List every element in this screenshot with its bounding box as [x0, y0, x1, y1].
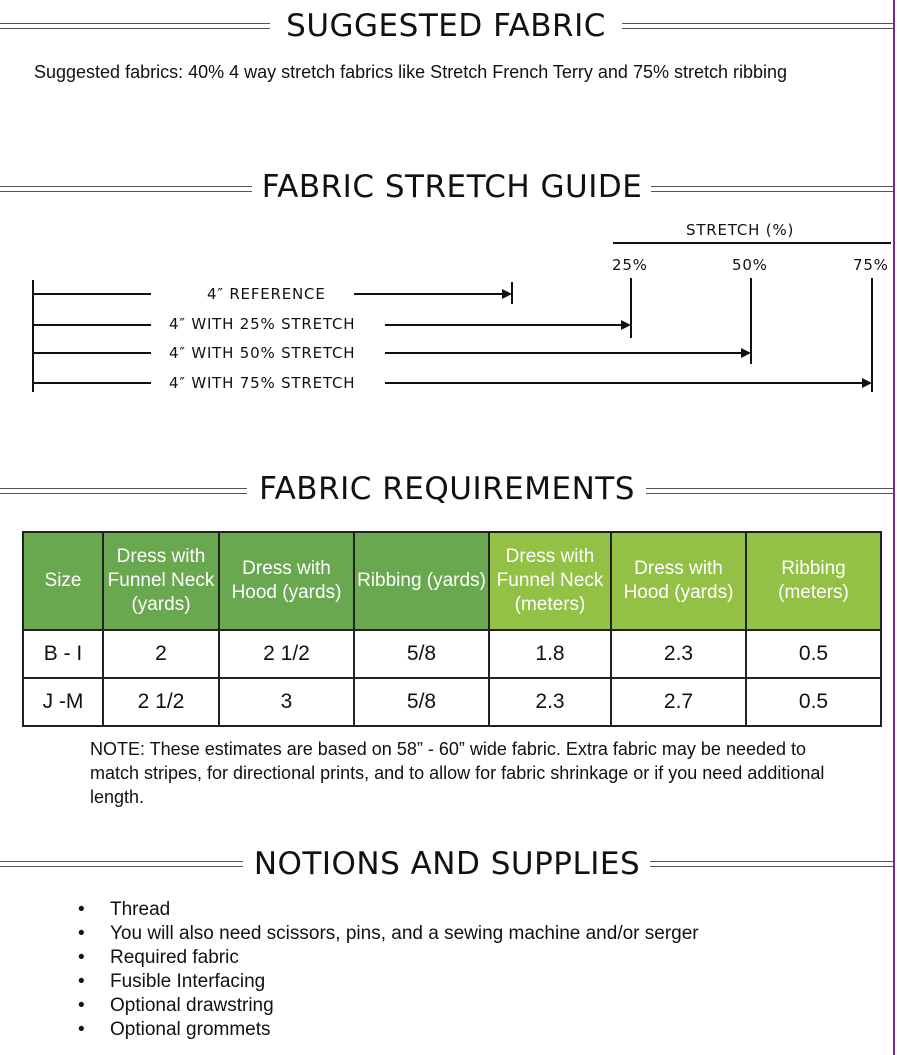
- table-cell: 2.3: [489, 678, 611, 726]
- header-rule-right: [622, 23, 893, 29]
- reference-label: 4″ REFERENCE: [207, 285, 326, 303]
- reference-line-right: [354, 293, 504, 295]
- header-rule-right: [646, 488, 893, 494]
- header-funnel-neck-meters: Dress with Funnel Neck (meters): [489, 532, 611, 630]
- guide-start-line: [32, 280, 34, 392]
- stretch50-tick: [750, 278, 752, 364]
- header-rule-right: [650, 861, 893, 867]
- stretch-heading-rule: [613, 242, 891, 244]
- section-title: NOTIONS AND SUPPLIES: [253, 846, 641, 882]
- stretch50-label: 4″ WITH 50% STRETCH: [169, 344, 356, 362]
- stretch75-tick: [871, 278, 873, 392]
- section-header-suggested-fabric: [0, 6, 897, 46]
- fabric-requirements-table: [22, 531, 882, 727]
- header-rule-left: [0, 23, 270, 29]
- stretch75-line-right: [385, 382, 864, 384]
- list-item: • Thread: [78, 898, 699, 922]
- suggested-fabric-text: Suggested fabrics: 40% 4 way stretch fabrics like Stretch French Terry and 75% stretch ribbing: [34, 62, 788, 82]
- table-row: [23, 630, 881, 678]
- header-hood-yards: Dress with Hood (yards): [219, 532, 354, 630]
- header-rule-right: [651, 186, 893, 192]
- list-item: • Fusible Interfacing: [78, 970, 699, 994]
- header-rule-left: [0, 861, 243, 867]
- table-cell: 3: [219, 678, 354, 726]
- header-size: Size: [23, 532, 103, 630]
- percent-label-75: 75%: [853, 256, 889, 274]
- stretch50-line-right: [385, 352, 743, 354]
- section-header-fabric-requirements: [0, 469, 897, 509]
- table-cell: 2.3: [611, 630, 746, 678]
- list-item: • You will also need scissors, pins, and a sewing machine and/or serger: [78, 922, 699, 946]
- table-cell: 5/8: [354, 630, 489, 678]
- section-title: SUGGESTED FABRIC: [286, 8, 606, 44]
- header-ribbing-yards: Ribbing (yards): [354, 532, 489, 630]
- stretch25-line-right: [385, 324, 623, 326]
- list-item: • Optional drawstring: [78, 994, 699, 1018]
- list-item: • Optional grommets: [78, 1018, 699, 1042]
- page-edge-rule: [893, 0, 895, 1055]
- table-cell: 0.5: [746, 630, 881, 678]
- header-hood-meters: Dress with Hood (yards): [611, 532, 746, 630]
- stretch25-label: 4″ WITH 25% STRETCH: [169, 315, 356, 333]
- header-funnel-neck-yards: Dress with Funnel Neck (yards): [103, 532, 219, 630]
- header-rule-left: [0, 186, 252, 192]
- section-title: FABRIC STRETCH GUIDE: [261, 169, 643, 205]
- stretch75-line-left: [33, 382, 151, 384]
- list-item: • Required fabric: [78, 946, 699, 970]
- stretch-heading: STRETCH (%): [686, 221, 795, 239]
- percent-label-50: 50%: [732, 256, 768, 274]
- stretch75-label: 4″ WITH 75% STRETCH: [169, 374, 356, 392]
- stretch25-line-left: [33, 324, 151, 326]
- table-header-row: [23, 532, 881, 630]
- table-row: [23, 678, 881, 726]
- header-rule-left: [0, 488, 247, 494]
- header-ribbing-meters: Ribbing (meters): [746, 532, 881, 630]
- table-cell: 5/8: [354, 678, 489, 726]
- table-cell: 0.5: [746, 678, 881, 726]
- stretch25-tick: [630, 278, 632, 338]
- table-cell: J -M: [23, 678, 103, 726]
- reference-line-left: [33, 293, 151, 295]
- table-cell: 2: [103, 630, 219, 678]
- requirements-note: NOTE: These estimates are based on 58” - 60” wide fabric. Extra fabric may be needed to match stripes, for directional prints, and to allow for fabric shrinkage or if you need additional length.: [90, 739, 825, 807]
- table-cell: B - I: [23, 630, 103, 678]
- stretch50-line-left: [33, 352, 151, 354]
- table-cell: 2 1/2: [103, 678, 219, 726]
- notions-list: [78, 898, 699, 1042]
- table-cell: 2.7: [611, 678, 746, 726]
- section-header-stretch-guide: [0, 167, 897, 207]
- section-header-notions: [0, 844, 897, 884]
- table-cell: 1.8: [489, 630, 611, 678]
- reference-end-tick: [511, 282, 513, 304]
- table-cell: 2 1/2: [219, 630, 354, 678]
- section-title: FABRIC REQUIREMENTS: [259, 471, 635, 507]
- percent-label-25: 25%: [612, 256, 648, 274]
